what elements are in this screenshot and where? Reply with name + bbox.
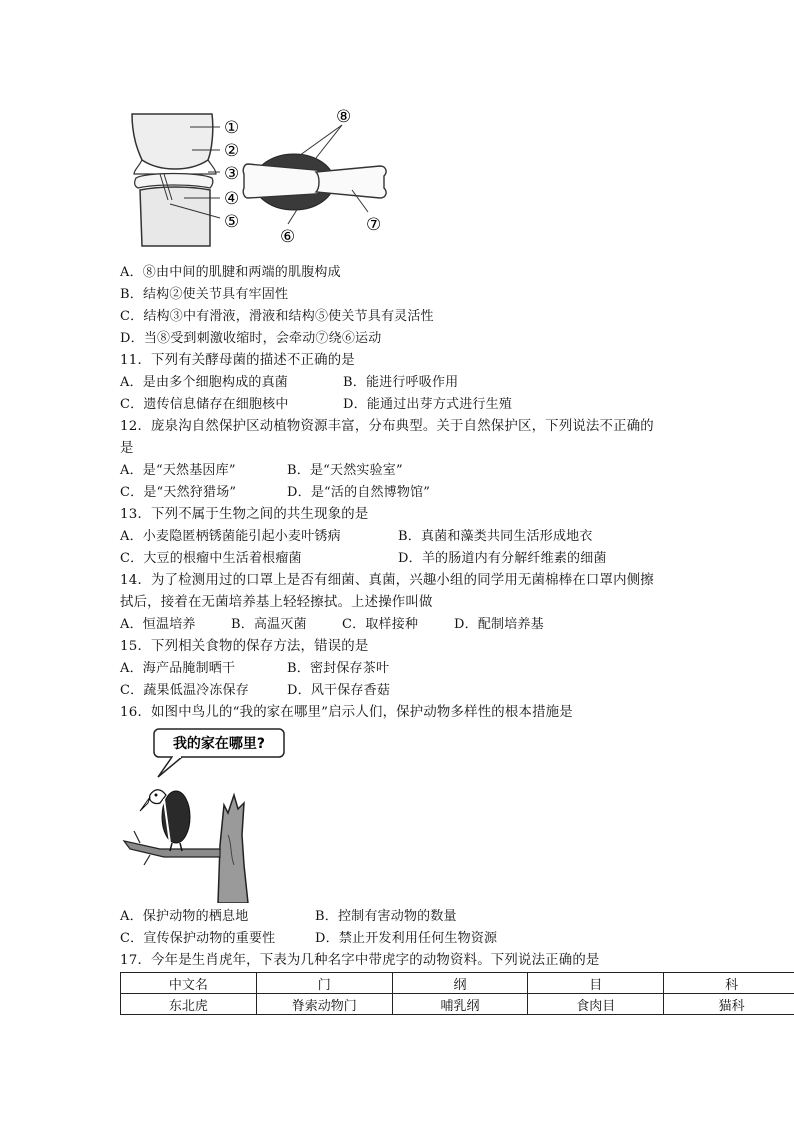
label-1: ①	[224, 118, 240, 138]
q17-stem: 17．今年是生肖虎年，下表为几种名字中带虎字的动物资料。下列说法正确的是	[120, 953, 600, 968]
q12-option-d[interactable]: D．是“活的自然博物馆”	[287, 485, 431, 500]
label-6: ⑥	[280, 227, 296, 247]
q11-option-d[interactable]: D．能通过出芽方式进行生殖	[343, 397, 513, 412]
header-cell: 中文名	[121, 973, 257, 994]
q11-option-b[interactable]: B．能进行呼吸作用	[343, 375, 459, 390]
q14-option-a[interactable]: A．恒温培养	[120, 617, 196, 632]
q14-stem-line2: 拭后，接着在无菌培养基上轻轻擦拭。上述操作叫做	[120, 595, 433, 610]
q15-option-a[interactable]: A．海产品腌制晒干	[120, 661, 236, 676]
q10-option-b[interactable]: B．结构②使关节具有牢固性	[120, 287, 289, 302]
q11-stem: 11．下列有关酵母菌的描述不正确的是	[120, 353, 355, 368]
joint-muscle-diagram	[120, 100, 400, 252]
q14-option-c[interactable]: C．取样接种	[342, 617, 419, 632]
header-cell: 纲	[392, 973, 528, 994]
q12-stem-line2: 是	[120, 441, 134, 456]
header-cell: 科	[664, 973, 794, 994]
label-4: ④	[224, 189, 240, 209]
table-cell: 脊索动物门	[256, 994, 392, 1015]
table-header-row	[121, 973, 794, 994]
q14-option-d[interactable]: D．配制培养基	[454, 617, 544, 632]
q14-option-b[interactable]: B．高温灭菌	[231, 617, 307, 632]
bird-cartoon	[120, 725, 290, 903]
q13-option-a[interactable]: A．小麦隐匿柄锈菌能引起小麦叶锈病	[120, 529, 341, 544]
label-3: ③	[224, 164, 240, 184]
table-row	[121, 994, 794, 1015]
q12-option-a[interactable]: A．是“天然基因库”	[120, 463, 236, 478]
header-cell: 门	[256, 973, 392, 994]
q13-stem: 13．下列不属于生物之间的共生现象的是	[120, 507, 369, 522]
table-cell: 东北虎	[121, 994, 257, 1015]
q13-option-b[interactable]: B．真菌和藻类共同生活形成地衣	[398, 529, 593, 544]
q16-option-c[interactable]: C．宣传保护动物的重要性	[120, 931, 276, 946]
q16-option-a[interactable]: A．保护动物的栖息地	[120, 909, 249, 924]
q16-option-d[interactable]: D．禁止开发利用任何生物资源	[315, 931, 498, 946]
label-5: ⑤	[224, 212, 240, 232]
table-cell: 食肉目	[528, 994, 664, 1015]
q12-option-c[interactable]: C．是“天然狩猎场”	[120, 485, 237, 500]
q15-stem: 15．下列相关食物的保存方法，错误的是	[120, 639, 369, 654]
q11-option-c[interactable]: C．遗传信息储存在细胞核中	[120, 397, 289, 412]
q15-option-c[interactable]: C．蔬果低温冷冻保存	[120, 683, 249, 698]
q10-option-c[interactable]: C．结构③中有滑液，滑液和结构⑤使关节具有灵活性	[120, 309, 434, 324]
speech-bubble-text: 我的家在哪里?	[172, 736, 266, 752]
label-7: ⑦	[366, 215, 382, 235]
q16-stem: 16．如图中鸟儿的“我的家在哪里”启示人们，保护动物多样性的根本措施是	[120, 705, 573, 720]
q11-option-a[interactable]: A．是由多个细胞构成的真菌	[120, 375, 288, 390]
table-cell: 猫科	[664, 994, 794, 1015]
q15-option-b[interactable]: B．密封保存茶叶	[287, 661, 390, 676]
q10-option-a[interactable]: A．⑧由中间的肌腱和两端的肌腹构成	[120, 265, 341, 280]
q13-option-d[interactable]: D．羊的肠道内有分解纤维素的细菌	[398, 551, 607, 566]
q12-option-b[interactable]: B．是“天然实验室”	[287, 463, 403, 478]
q12-stem-line1: 12．庞泉沟自然保护区动植物资源丰富，分布典型。关于自然保护区，下列说法不正确的	[120, 419, 654, 434]
q16-option-b[interactable]: B．控制有害动物的数量	[315, 909, 457, 924]
header-cell: 目	[528, 973, 664, 994]
label-8: ⑧	[336, 107, 352, 127]
q15-option-d[interactable]: D．风干保存香菇	[287, 683, 391, 698]
q14-stem-line1: 14．为了检测用过的口罩上是否有细菌、真菌，兴趣小组的同学用无菌棉棒在口罩内侧擦	[120, 573, 654, 588]
q10-option-d[interactable]: D．当⑧受到刺激收缩时，会牵动⑦绕⑥运动	[120, 331, 382, 346]
label-2: ②	[224, 141, 240, 161]
table-cell: 哺乳纲	[392, 994, 528, 1015]
q13-option-c[interactable]: C．大豆的根瘤中生活着根瘤菌	[120, 551, 302, 566]
animal-classification-table	[120, 972, 794, 1015]
